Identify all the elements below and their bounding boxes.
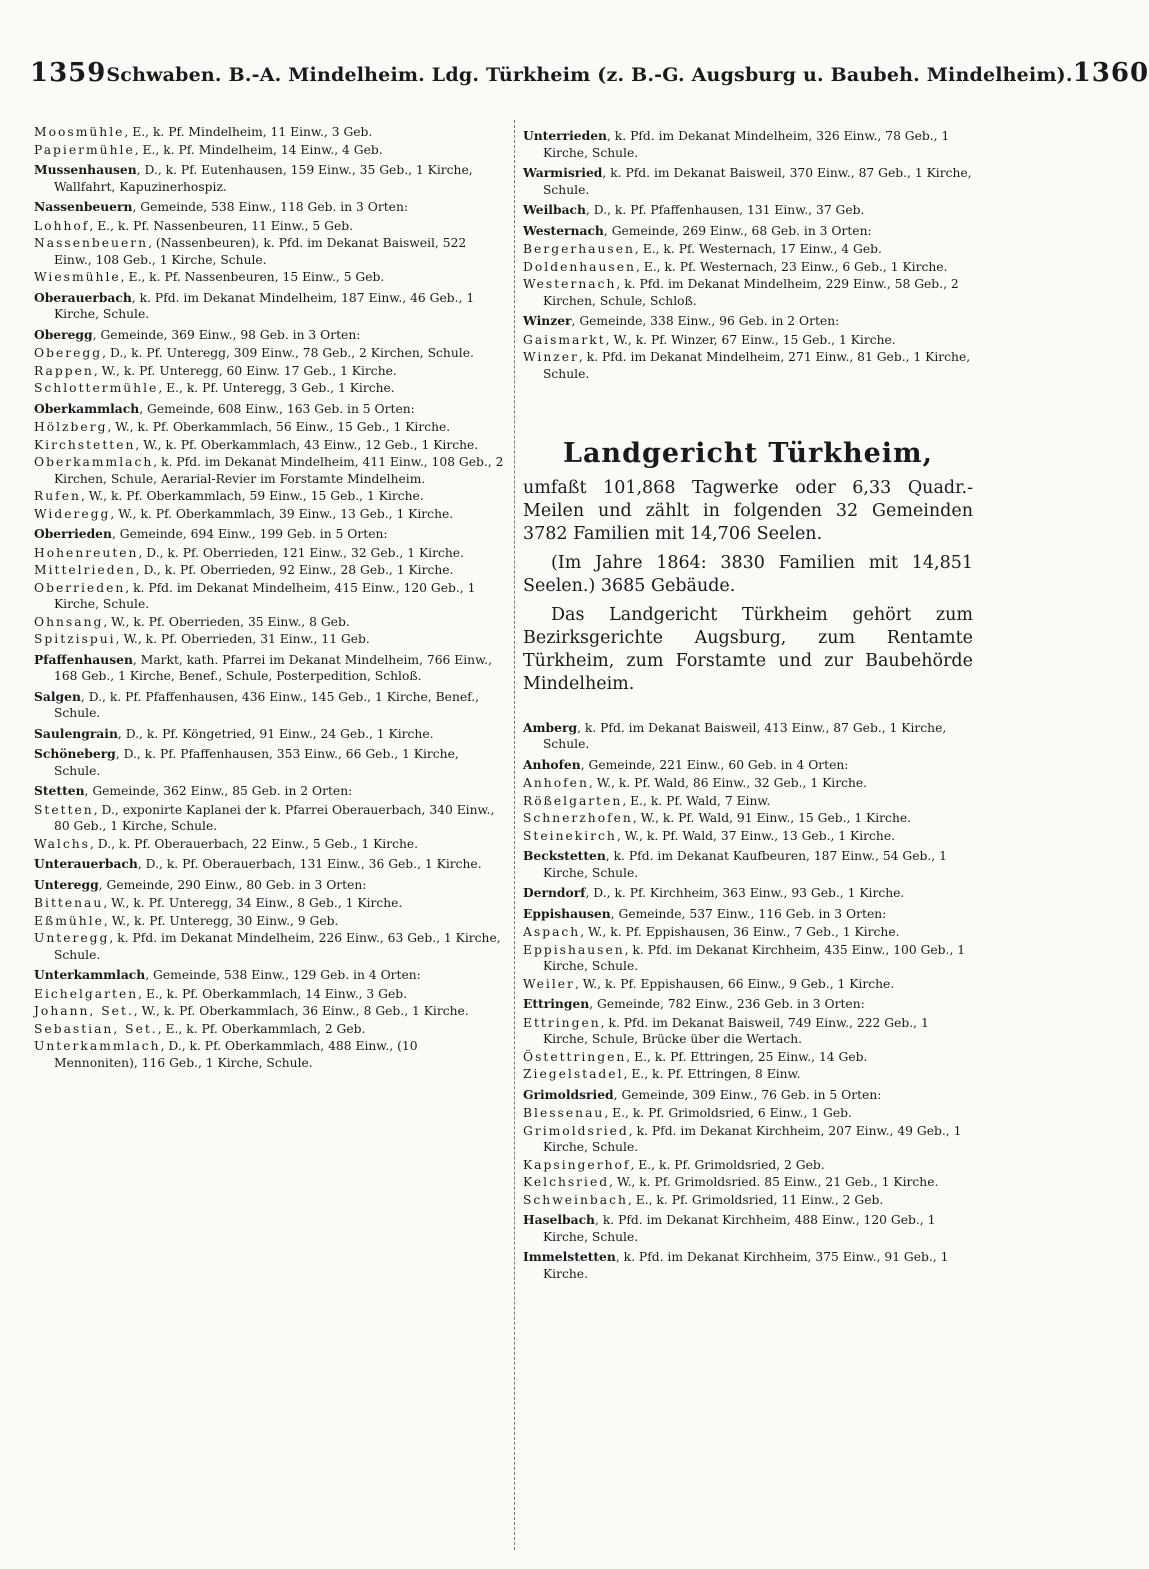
place-details: , Gemeinde, 221 Einw., 60 Geb. in 4 Orten: xyxy=(580,757,849,772)
place-name: Pfaffenhausen xyxy=(34,651,133,667)
place-name: Rößelgarten xyxy=(523,793,623,808)
place-name: Sebastian, Set. xyxy=(34,1021,158,1036)
gazetteer-entry xyxy=(34,454,504,487)
gazetteer-entry xyxy=(34,235,504,268)
place-details: , Gemeinde, 537 Einw., 116 Geb. in 3 Orten: xyxy=(610,906,887,921)
place-details: , E., k. Pf. Grimoldsried, 6 Einw., 1 Geb. xyxy=(604,1106,852,1120)
gazetteer-entry xyxy=(523,793,973,810)
place-details: , E., k. Pf. Mindelheim, 11 Einw., 3 Geb. xyxy=(124,125,373,139)
landgericht-title: Landgericht Türkheim, xyxy=(562,438,934,469)
landgericht-summary: umfaßt 101,868 Tagwerke oder 6,33 Quadr.-Meilen und zählt in folgenden 32 Gemeinden 3782 Familien mit 14,706 Seelen. xyxy=(523,477,973,544)
place-name: Unterkammlach xyxy=(34,967,146,982)
page-header xyxy=(30,58,1149,98)
gazetteer-entry xyxy=(34,746,504,779)
place-details: , E., k. Pf. Nassenbeuren, 11 Einw., 5 Geb. xyxy=(89,218,354,233)
gazetteer-entry xyxy=(523,848,973,881)
gazetteer-entry xyxy=(34,269,504,286)
place-details: , k. Pfd. im Dekanat Mindelheim, 226 Einw., 63 Geb., 1 Kirche, Schule. xyxy=(54,931,501,962)
gazetteer-entry xyxy=(523,332,973,349)
place-name: Bittenau xyxy=(34,896,104,910)
gazetteer-entry xyxy=(523,1066,973,1083)
gazetteer-entry xyxy=(34,290,504,323)
gazetteer-entry xyxy=(523,1049,973,1066)
gazetteer-entry xyxy=(34,401,504,418)
place-name: Ohnsang xyxy=(34,614,104,629)
place-details: , D., k. Pf. Kirchheim, 363 Einw., 93 Geb., 1 Kirche. xyxy=(585,886,905,900)
place-details: , k. Pfd. im Dekanat Kaufbeuren, 187 Einw., 54 Geb., 1 Kirche, Schule. xyxy=(543,849,947,880)
place-details: , D., k. Pf. Pfaffenhausen, 436 Einw., 145 Geb., 1 Kirche, Benef., Schule. xyxy=(54,689,480,720)
place-name: Östettringen xyxy=(523,1049,627,1064)
left-column xyxy=(34,124,504,1072)
place-details: , Gemeinde, 782 Einw., 236 Geb. in 3 Orten: xyxy=(589,997,865,1011)
gazetteer-entry xyxy=(523,165,973,198)
gazetteer-entry xyxy=(523,885,973,902)
running-title: Schwaben. B.-A. Mindelheim. Ldg. Türkheim (z. B.-G. Augsburg u. Baubeh. Mindelheim). xyxy=(106,64,1073,86)
place-name: Schlottermühle xyxy=(34,381,159,395)
place-name: Schnerzhofen xyxy=(523,811,633,825)
place-name: Amberg xyxy=(523,719,578,735)
place-details: , E., k. Pf. Mindelheim, 14 Einw., 4 Geb. xyxy=(134,142,383,157)
place-details: , k. Pfd. im Dekanat Baisweil, 413 Einw., 87 Geb., 1 Kirche, Schule. xyxy=(543,720,947,751)
gazetteer-entry xyxy=(523,349,973,382)
gazetteer-entry xyxy=(523,1249,973,1282)
place-details: , Gemeinde, 538 Einw., 118 Geb. in 3 Orten: xyxy=(132,200,409,214)
place-details: , k. Pfd. im Dekanat Kirchheim, 488 Einw., 120 Geb., 1 Kirche, Schule. xyxy=(543,1213,936,1244)
place-name: Derndorf xyxy=(523,885,586,900)
place-details: , k. Pfd. im Dekanat Kirchheim, 207 Einw., 49 Geb., 1 Kirche, Schule. xyxy=(543,1123,962,1154)
gazetteer-entry xyxy=(523,1105,973,1122)
place-details: , W., k. Pf. Eppishausen, 36 Einw., 7 Geb., 1 Kirche. xyxy=(580,925,900,939)
place-details: , W., k. Pf. Unteregg, 60 Einw. 17 Geb., 1 Kirche. xyxy=(93,363,397,378)
gazetteer-entry xyxy=(34,856,504,873)
place-name: Oberkammlach xyxy=(34,400,140,416)
place-details: , Gemeinde, 694 Einw., 199 Geb. in 5 Orten: xyxy=(111,527,388,541)
place-details: , E., k. Pf. Oberkammlach, 14 Einw., 3 Geb. xyxy=(138,986,408,1001)
gazetteer-entry xyxy=(34,1003,504,1020)
place-details: , W., k. Pf. Wald, 37 Einw., 13 Geb., 1 Kirche. xyxy=(616,828,896,843)
place-name: Rufen xyxy=(34,489,81,503)
place-name: Papiermühle xyxy=(34,142,135,157)
place-details: , (Nassenbeuren), k. Pfd. im Dekanat Baisweil, 522 Einw., 108 Geb., 1 Kirche, Schule. xyxy=(54,236,467,267)
place-details: , W., k. Pf. Wald, 86 Einw., 32 Geb., 1 Kirche. xyxy=(588,776,868,790)
gazetteer-entry xyxy=(34,218,504,235)
place-name: Unteregg xyxy=(34,876,99,892)
gazetteer-entry xyxy=(34,580,504,613)
gazetteer-entry xyxy=(523,775,973,792)
page-number-left: 1359 xyxy=(30,58,107,88)
place-name: Westernach xyxy=(523,277,617,291)
gazetteer-entry xyxy=(523,128,973,161)
gazetteer-entry xyxy=(523,276,973,309)
gazetteer-entry xyxy=(523,1174,973,1191)
gazetteer-entry xyxy=(34,363,504,380)
place-name: Schweinbach xyxy=(523,1192,628,1207)
place-name: Oberegg xyxy=(34,326,93,342)
place-name: Grimoldsried xyxy=(523,1086,614,1102)
place-details: , W., k. Pf. Oberrieden, 35 Einw., 8 Geb. xyxy=(103,614,350,629)
gazetteer-entry xyxy=(34,506,504,523)
place-name: Wideregg xyxy=(34,506,111,521)
gazetteer-entry xyxy=(34,562,504,579)
place-details: , k. Pfd. im Dekanat Mindelheim, 415 Einw., 120 Geb., 1 Kirche, Schule. xyxy=(54,580,476,611)
place-details: , Gemeinde, 538 Einw., 129 Geb. in 4 Orten: xyxy=(145,968,421,982)
place-details: , W., k. Pf. Unteregg, 34 Einw., 8 Geb., 1 Kirche. xyxy=(103,896,403,910)
place-name: Eßmühle xyxy=(34,913,104,928)
place-details: , k. Pfd. im Dekanat Mindelheim, 411 Einw., 108 Geb., 2 Kirchen, Schule, Aerarial-Revier im Forstamte Mindelheim. xyxy=(54,455,504,486)
place-details: , E., k. Pf. Grimoldsried, 11 Einw., 2 Geb. xyxy=(627,1192,884,1207)
place-details: , Markt, kath. Pfarrei im Dekanat Mindelheim, 766 Einw., 168 Geb., 1 Kirche, Benef., Schule, Posterpedition, Schloß. xyxy=(54,652,492,683)
place-name: Moosmühle xyxy=(34,125,125,139)
place-name: Beckstetten xyxy=(523,848,606,863)
place-name: Ettringen xyxy=(523,996,590,1011)
place-details: , k. Pfd. im Dekanat Mindelheim, 229 Einw., 58 Geb., 2 Kirchen, Schule, Schloß. xyxy=(543,277,959,308)
place-details: , D., k. Pf. Oberauerbach, 22 Einw., 5 Geb., 1 Kirche. xyxy=(89,836,419,851)
gazetteer-entry xyxy=(34,614,504,631)
gazetteer-entry xyxy=(34,488,504,505)
gazetteer-entry xyxy=(34,631,504,648)
place-details: , W., k. Pf. Oberkammlach, 43 Einw., 12 Geb., 1 Kirche. xyxy=(135,437,479,452)
place-details: , E., k. Pf. Westernach, 17 Einw., 4 Geb. xyxy=(634,242,882,256)
place-details: , Gemeinde, 608 Einw., 163 Geb. in 5 Orten: xyxy=(139,401,415,416)
gazetteer-entry xyxy=(523,259,973,276)
place-details: , W., k. Pf. Wald, 91 Einw., 15 Geb., 1 Kirche. xyxy=(632,811,912,825)
place-name: Salgen xyxy=(34,688,81,704)
place-name: Johann, Set. xyxy=(34,1004,134,1018)
gazetteer-entry xyxy=(34,124,504,141)
gazetteer-entry xyxy=(34,652,504,685)
place-details: , W., k. Pf. Eppishausen, 66 Einw., 9 Geb., 1 Kirche. xyxy=(574,976,895,991)
column-divider xyxy=(514,120,515,1550)
place-name: Wiesmühle xyxy=(34,270,121,284)
place-name: Ettringen xyxy=(523,1015,601,1030)
gazetteer-entry xyxy=(34,930,504,963)
place-name: Eppishausen xyxy=(523,905,611,921)
gazetteer-entry xyxy=(34,967,504,984)
right-bottom-entries xyxy=(523,720,973,1283)
gazetteer-entry xyxy=(34,877,504,894)
place-name: Unteregg xyxy=(34,931,110,945)
place-details: , W., k. Pf. Oberkammlach, 36 Einw., 8 Geb., 1 Kirche. xyxy=(133,1004,469,1018)
gazetteer-entry xyxy=(34,689,504,722)
place-name: Doldenhausen xyxy=(523,259,636,274)
place-details: , k. Pfd. im Dekanat Mindelheim, 271 Einw., 81 Geb., 1 Kirche, Schule. xyxy=(543,350,971,381)
gazetteer-entry xyxy=(34,327,504,344)
gazetteer-entry xyxy=(34,802,504,835)
place-details: , E., k. Pf. Wald, 7 Einw. xyxy=(622,793,771,808)
place-details: , D., k. Pf. Unteregg, 309 Einw., 78 Geb., 2 Kirchen, Schule. xyxy=(102,346,474,360)
place-details: , E., k. Pf. Nassenbeuren, 15 Einw., 5 Geb. xyxy=(120,270,385,284)
place-details: , Gemeinde, 369 Einw., 98 Geb. in 3 Orten: xyxy=(92,327,361,342)
place-details: , Gemeinde, 290 Einw., 80 Geb. in 3 Orten: xyxy=(98,877,367,892)
place-details: , W., k. Pf. Winzer, 67 Einw., 15 Geb., 1 Kirche. xyxy=(605,332,896,347)
gazetteer-entry xyxy=(34,380,504,397)
place-details: , D., k. Pf. Oberrieden, 92 Einw., 28 Geb., 1 Kirche. xyxy=(135,563,454,577)
place-details: , D., exponirte Kaplanei der k. Pfarrei Oberauerbach, 340 Einw., 80 Geb., 1 Kirche, Schule. xyxy=(54,802,495,833)
gazetteer-entry xyxy=(523,313,973,330)
place-details: , k. Pfd. im Dekanat Mindelheim, 326 Einw., 78 Geb., 1 Kirche, Schule. xyxy=(543,129,950,160)
gazetteer-entry xyxy=(523,924,973,941)
gazetteer-entry xyxy=(523,906,973,923)
landgericht-1864-note: (Im Jahre 1864: 3830 Familien mit 14,851 Seelen.) 3685 Gebäude. xyxy=(523,552,973,596)
place-name: Anhofen xyxy=(523,756,581,772)
place-name: Eichelgarten xyxy=(34,986,139,1001)
gazetteer-entry xyxy=(523,976,973,993)
place-name: Kelchsried xyxy=(523,1175,610,1189)
right-top-entries xyxy=(523,128,973,382)
place-name: Stetten xyxy=(34,802,94,817)
gazetteer-entry xyxy=(34,419,504,436)
gazetteer-entry xyxy=(523,720,973,753)
place-name: Kapsingerhof xyxy=(523,1157,631,1172)
place-details: , D., k. Pf. Eutenhausen, 159 Einw., 35 Geb., 1 Kirche, Wallfahrt, Kapuzinerhospiz. xyxy=(54,163,473,194)
place-name: Anhofen xyxy=(523,776,589,790)
gazetteer-entry xyxy=(523,1087,973,1104)
place-name: Grimoldsried xyxy=(523,1123,629,1138)
gazetteer-entry xyxy=(523,1015,973,1048)
place-name: Schöneberg xyxy=(34,746,116,761)
gazetteer-entry xyxy=(523,1192,973,1209)
place-name: Mittelrieden xyxy=(34,563,136,577)
place-name: Winzer xyxy=(523,350,579,364)
place-name: Oberegg xyxy=(34,346,103,360)
gazetteer-entry xyxy=(523,942,973,975)
place-details: , W., k. Pf. Oberkammlach, 56 Einw., 15 Geb., 1 Kirche. xyxy=(107,420,451,434)
place-name: Unterrieden xyxy=(523,128,607,143)
place-details: , W., k. Pf. Oberrieden, 31 Einw., 11 Geb. xyxy=(115,632,370,646)
place-name: Nassenbeuern xyxy=(34,199,133,214)
place-details: , E., k. Pf. Oberkammlach, 2 Geb. xyxy=(157,1021,366,1036)
place-name: Eppishausen xyxy=(523,942,625,957)
place-details: , Gemeinde, 362 Einw., 85 Geb. in 2 Orten: xyxy=(84,784,353,798)
place-details: , D., k. Pf. Oberauerbach, 131 Einw., 36 Geb., 1 Kirche. xyxy=(137,857,482,871)
place-name: Immelstetten xyxy=(523,1249,616,1264)
place-name: Saulengrain xyxy=(34,725,118,741)
place-name: Weilbach xyxy=(523,202,586,217)
place-name: Nassenbeuern xyxy=(34,236,149,250)
gazetteer-entry xyxy=(523,1123,973,1156)
gazetteer-entry xyxy=(523,241,973,258)
place-name: Westernach xyxy=(523,222,604,238)
place-details: , k. Pfd. im Dekanat Baisweil, 749 Einw., 222 Geb., 1 Kirche, Schule, Brücke über die Wertach. xyxy=(543,1015,929,1046)
gazetteer-entry xyxy=(34,783,504,800)
place-details: , k. Pfd. im Dekanat Kirchheim, 435 Einw., 100 Geb., 1 Kirche, Schule. xyxy=(543,942,966,973)
place-name: Mussenhausen xyxy=(34,162,137,177)
gazetteer-entry xyxy=(34,895,504,912)
place-details: , E., k. Pf. Ettringen, 8 Einw. xyxy=(623,1067,801,1081)
gazetteer-entry xyxy=(34,986,504,1003)
gazetteer-entry xyxy=(34,1021,504,1038)
place-name: Haselbach xyxy=(523,1212,595,1227)
page-number-right: 1360 xyxy=(1072,58,1149,88)
place-details: , D., k. Pf. Köngetried, 91 Einw., 24 Geb., 1 Kirche. xyxy=(117,726,434,741)
place-details: , k. Pfd. im Dekanat Baisweil, 370 Einw., 87 Geb., 1 Kirche, Schule. xyxy=(543,166,972,197)
place-name: Hohenreuten xyxy=(34,545,139,560)
gazetteer-entry xyxy=(523,828,973,845)
place-name: Spitzispui xyxy=(34,632,116,646)
place-name: Winzer xyxy=(523,313,572,328)
place-details: , E., k. Pf. Unteregg, 3 Geb., 1 Kirche. xyxy=(158,381,395,395)
place-name: Oberauerbach xyxy=(34,289,132,305)
place-name: Walchs xyxy=(34,836,90,851)
gazetteer-entry xyxy=(523,996,973,1013)
place-details: , D., k. Pf. Pfaffenhausen, 131 Einw., 37 Geb. xyxy=(585,203,865,217)
place-name: Hölzberg xyxy=(34,420,108,434)
gazetteer-entry xyxy=(523,202,973,219)
place-details: , W., k. Pf. Grimoldsried. 85 Einw., 21 Geb., 1 Kirche. xyxy=(609,1175,939,1189)
place-details: , k. Pfd. im Dekanat Kirchheim, 375 Einw., 91 Geb., 1 Kirche. xyxy=(543,1250,949,1281)
landgericht-jurisdiction: Das Landgericht Türkheim gehört zum Bezirksgerichte Augsburg, zum Rentamte Türkheim, zum Forstamte und zur Baubehörde Mindelheim. xyxy=(523,604,973,694)
place-name: Blessenau xyxy=(523,1106,605,1120)
place-name: Steinekirch xyxy=(523,828,617,843)
place-details: , D., k. Pf. Oberrieden, 121 Einw., 32 Geb., 1 Kirche. xyxy=(138,545,464,560)
place-details: , E., k. Pf. Westernach, 23 Einw., 6 Geb., 1 Kirche. xyxy=(635,259,948,274)
place-name: Bergerhausen xyxy=(523,242,635,256)
place-details: , Gemeinde, 269 Einw., 68 Geb. in 3 Orten: xyxy=(603,223,872,238)
place-name: Lohhof xyxy=(34,218,90,233)
gazetteer-entry xyxy=(34,836,504,853)
place-name: Unterauerbach xyxy=(34,856,138,871)
place-name: Kirchstetten xyxy=(34,437,136,452)
place-name: Aspach xyxy=(523,925,581,939)
place-details: , Gemeinde, 309 Einw., 76 Geb. in 5 Orten: xyxy=(613,1087,882,1102)
gazetteer-entry xyxy=(34,545,504,562)
right-column xyxy=(523,124,973,1284)
gazetteer-entry xyxy=(34,913,504,930)
gazetteer-entry xyxy=(34,526,504,543)
place-name: Stetten xyxy=(34,783,85,798)
place-details: , W., k. Pf. Oberkammlach, 39 Einw., 13 Geb., 1 Kirche. xyxy=(110,506,454,521)
gazetteer-entry xyxy=(523,1212,973,1245)
gazetteer-entry xyxy=(523,810,973,827)
gazetteer-entry xyxy=(34,726,504,743)
gazetteer-entry xyxy=(34,162,504,195)
place-name: Weiler xyxy=(523,976,575,991)
place-details: , E., k. Pf. Ettringen, 25 Einw., 14 Geb. xyxy=(626,1049,868,1064)
gazetteer-entry xyxy=(34,1038,504,1071)
gazetteer-entry xyxy=(34,437,504,454)
place-name: Oberrieden xyxy=(34,580,126,595)
place-name: Oberrieden xyxy=(34,526,112,541)
place-details: , k. Pfd. im Dekanat Mindelheim, 187 Einw., 46 Geb., 1 Kirche, Schule. xyxy=(54,290,475,321)
gazetteer-entry xyxy=(34,142,504,159)
place-name: Unterkammlach xyxy=(34,1039,161,1053)
place-name: Warmisried xyxy=(523,165,603,180)
place-details: , D., k. Pf. Pfaffenhausen, 353 Einw., 66 Geb., 1 Kirche, Schule. xyxy=(54,747,459,778)
place-details: , Gemeinde, 338 Einw., 96 Geb. in 2 Orten: xyxy=(571,314,840,328)
gazetteer-entry xyxy=(523,223,973,240)
place-details: , D., k. Pf. Oberkammlach, 488 Einw., (10 Mennoniten), 116 Geb., 1 Kirche, Schule. xyxy=(54,1039,418,1070)
place-name: Ziegelstadel xyxy=(523,1067,624,1081)
place-name: Rappen xyxy=(34,363,94,378)
place-details: , W., k. Pf. Oberkammlach, 59 Einw., 15 Geb., 1 Kirche. xyxy=(80,489,424,503)
place-name: Oberkammlach xyxy=(34,455,154,469)
gazetteer-entry xyxy=(523,757,973,774)
place-details: , W., k. Pf. Unteregg, 30 Einw., 9 Geb. xyxy=(103,913,339,928)
gazetteer-entry xyxy=(34,199,504,216)
gazetteer-entry xyxy=(34,345,504,362)
place-name: Gaismarkt xyxy=(523,332,606,347)
place-details: , E., k. Pf. Grimoldsried, 2 Geb. xyxy=(630,1157,825,1172)
gazetteer-entry xyxy=(523,1157,973,1174)
